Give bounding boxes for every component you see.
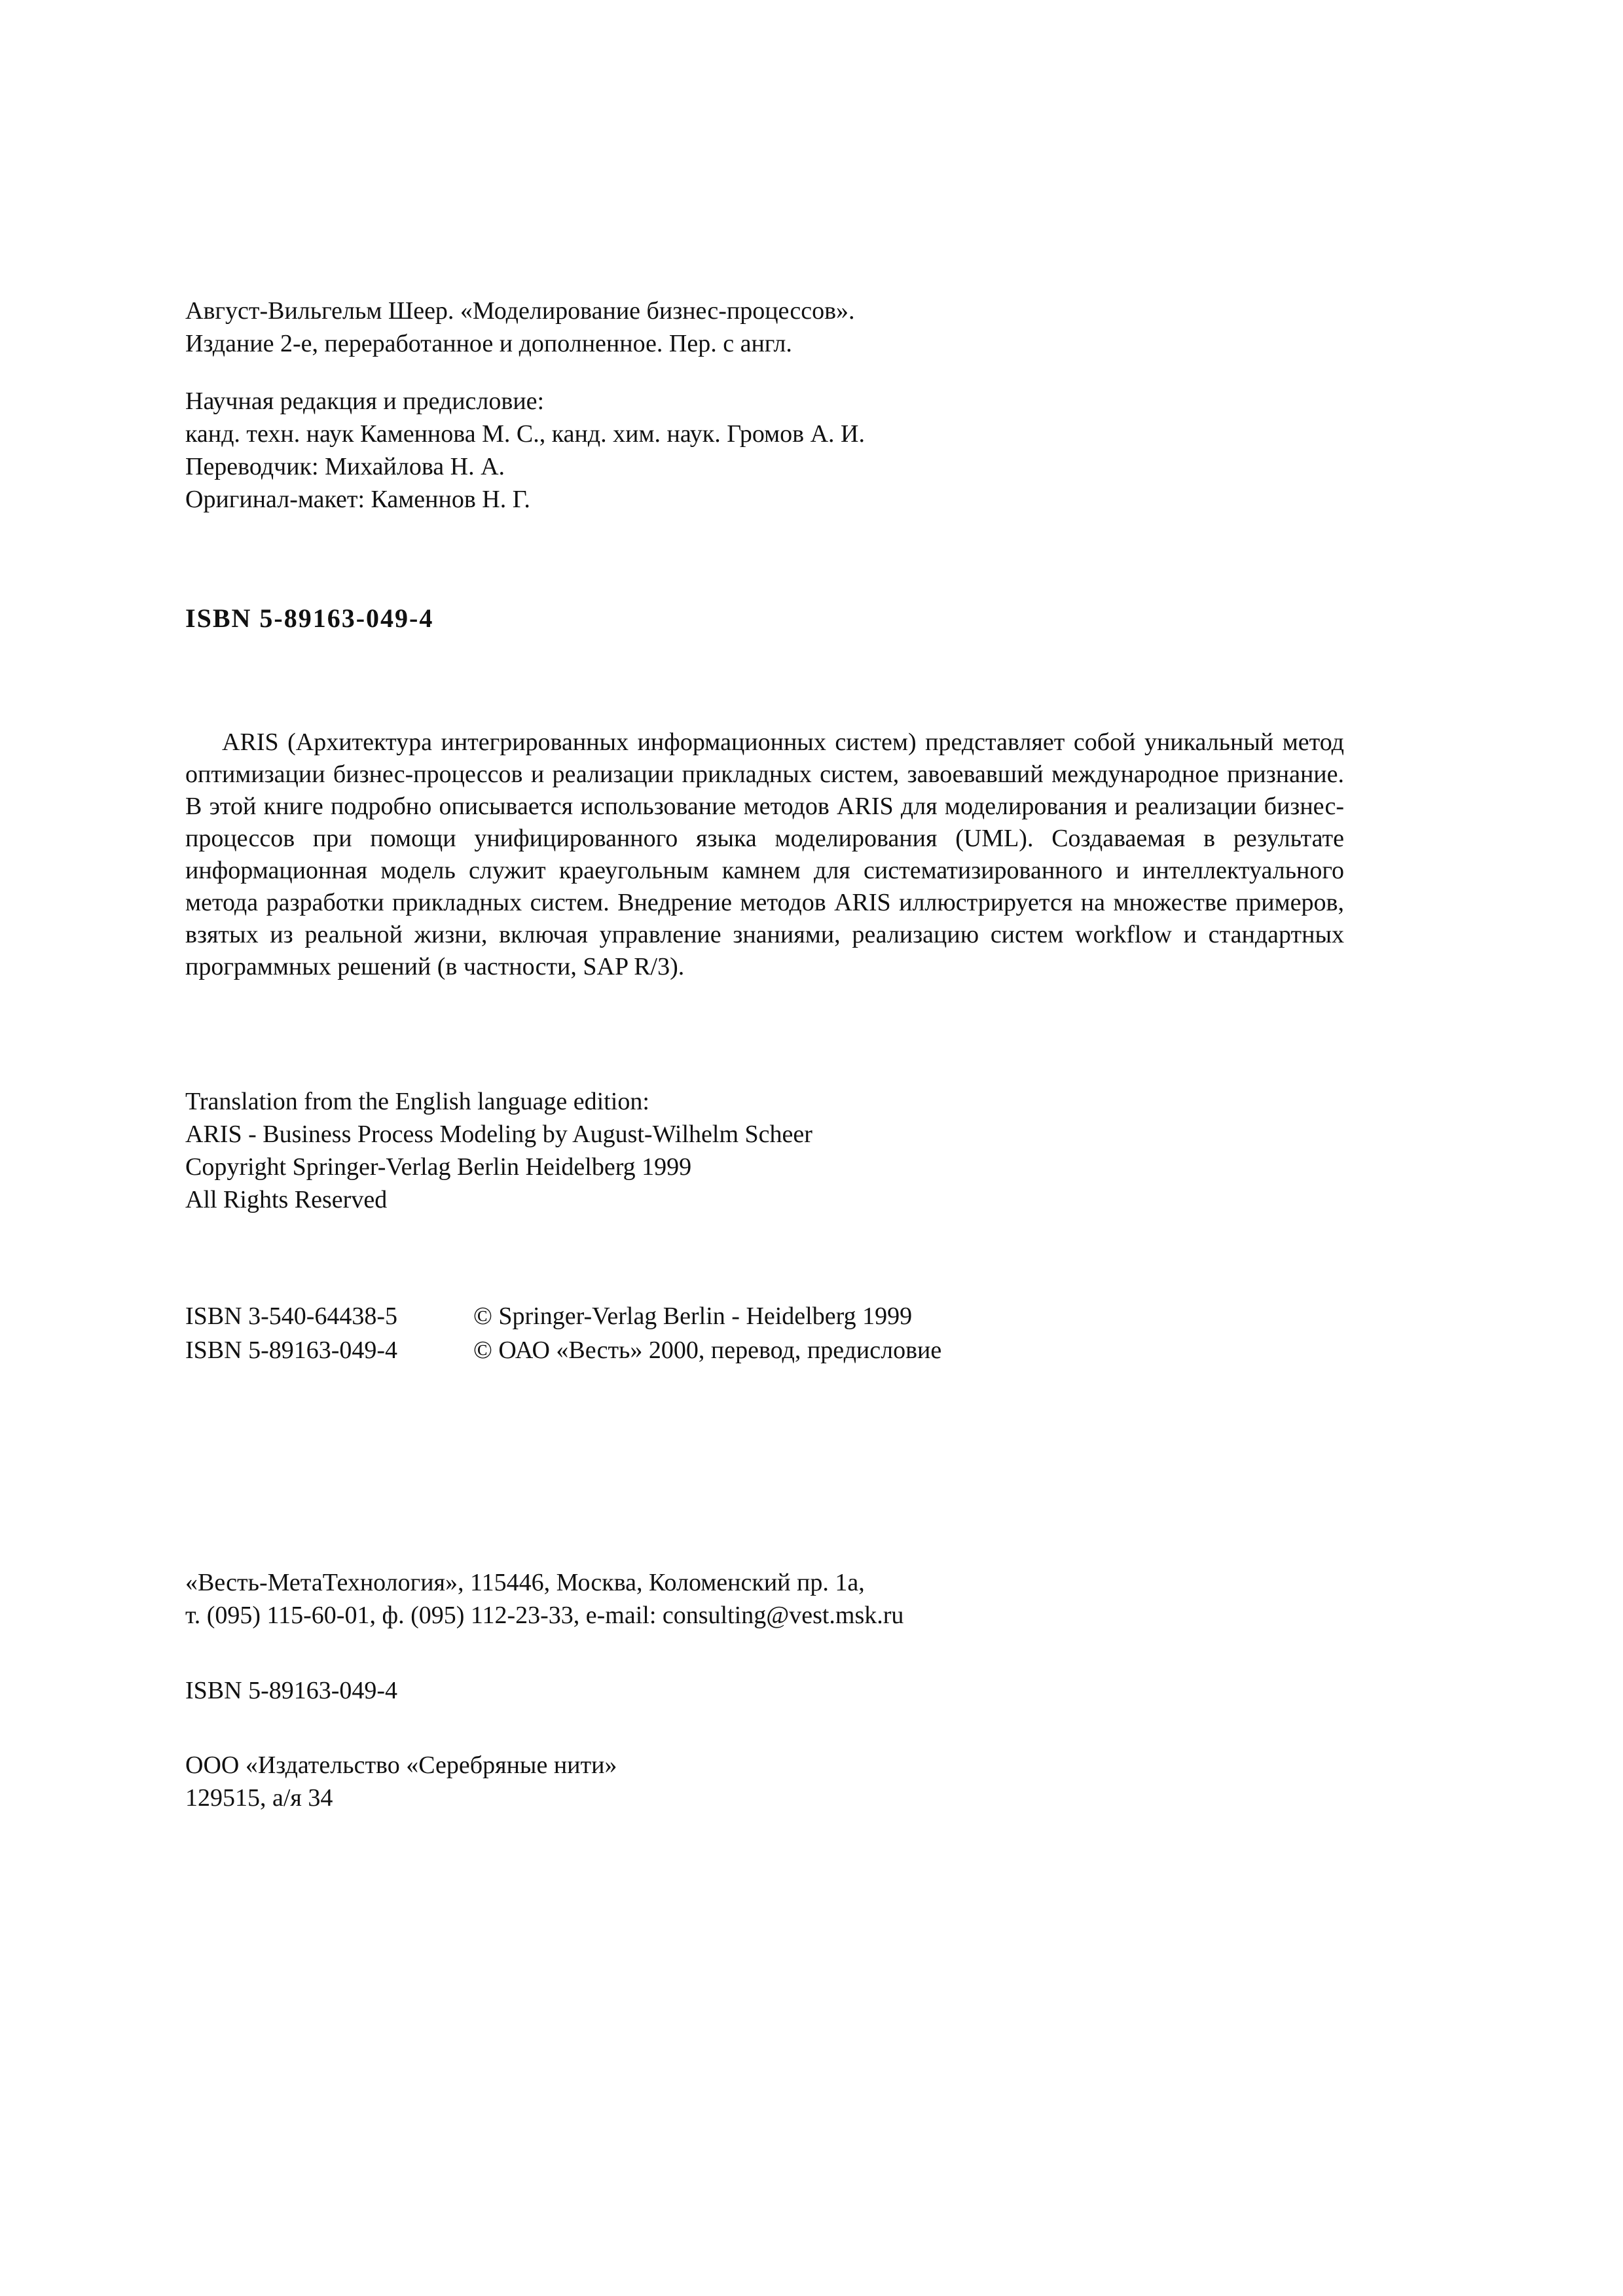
contact-address: «Весть-МетаТехнология», 115446, Москва, Коломенский пр. 1а, [185, 1569, 865, 1596]
isbn-footer: ISBN 5-89163-049-4 [185, 1677, 398, 1704]
copyrights-block [185, 1299, 941, 1367]
copyright-row [185, 1333, 941, 1367]
publisher-block [185, 1749, 617, 1814]
copyright-holder: © Springer-Verlag Berlin - Heidelberg 1999 [473, 1302, 913, 1330]
isbn-main: ISBN 5-89163-049-4 [185, 603, 434, 633]
translator: Переводчик: Михайлова Н. А. [185, 453, 505, 480]
credits-block [185, 385, 865, 516]
original-title: ARIS - Business Process Modeling by August-Wilhelm Scheer [185, 1121, 812, 1148]
copyright-holder: © ОАО «Весть» 2000, перевод, предисловие [473, 1336, 942, 1364]
publisher-name: ООО «Издательство «Серебряные нити» [185, 1751, 617, 1779]
copyright-isbn: ISBN 5-89163-049-4 [185, 1336, 398, 1364]
translation-note: Translation from the English language edition: [185, 1088, 649, 1115]
translation-block [185, 1085, 812, 1216]
scientific-editors: канд. техн. наук Каменнова М. С., канд. хим. наук. Громов А. И. [185, 420, 865, 448]
copyright-isbn: ISBN 3-540-64438-5 [185, 1302, 398, 1330]
layout-author: Оригинал-макет: Каменнов Н. Г. [185, 486, 530, 513]
credits-heading: Научная редакция и предисловие: [185, 387, 545, 415]
publisher-address: 129515, а/я 34 [185, 1784, 333, 1812]
original-copyright: Copyright Springer-Verlag Berlin Heidelberg 1999 [185, 1153, 692, 1181]
isbn-footer-block [185, 1674, 397, 1707]
edition-line: Издание 2-е, переработанное и дополненное. Пер. с англ. [185, 330, 792, 357]
book-title-line: Август-Вильгельм Шеер. «Моделирование бизнес-процессов». [185, 297, 855, 325]
isbn-main-block [185, 602, 433, 635]
rights-reserved: All Rights Reserved [185, 1186, 388, 1213]
book-title-block [185, 295, 855, 360]
contact-block [185, 1566, 903, 1632]
abstract-paragraph: ARIS (Архитектура интегрированных информационных систем) представляет собой уникальный метод оптимизации бизнес-процессов и реализации прикладных систем, завоевавший международное признание. В этой книге подробно описывается использование методов ARIS для моделирования и реализации бизнес-процессов при помощи унифицированного языка моделирования (UML). Создаваемая в результате информационная модель служит краеугольным камнем для систематизированного и интеллектуального метода разработки прикладных систем. Внедрение методов ARIS иллюстрируется на множестве примеров, взятых из реальной жизни, включая управление знаниями, реализацию систем workflow и стандартных программных решений (в частности, SAP R/3). [185, 728, 1344, 980]
contact-phones-email: т. (095) 115-60-01, ф. (095) 112-23-33, e-mail: consulting@vest.msk.ru [185, 1602, 904, 1629]
copyright-row [185, 1299, 941, 1333]
